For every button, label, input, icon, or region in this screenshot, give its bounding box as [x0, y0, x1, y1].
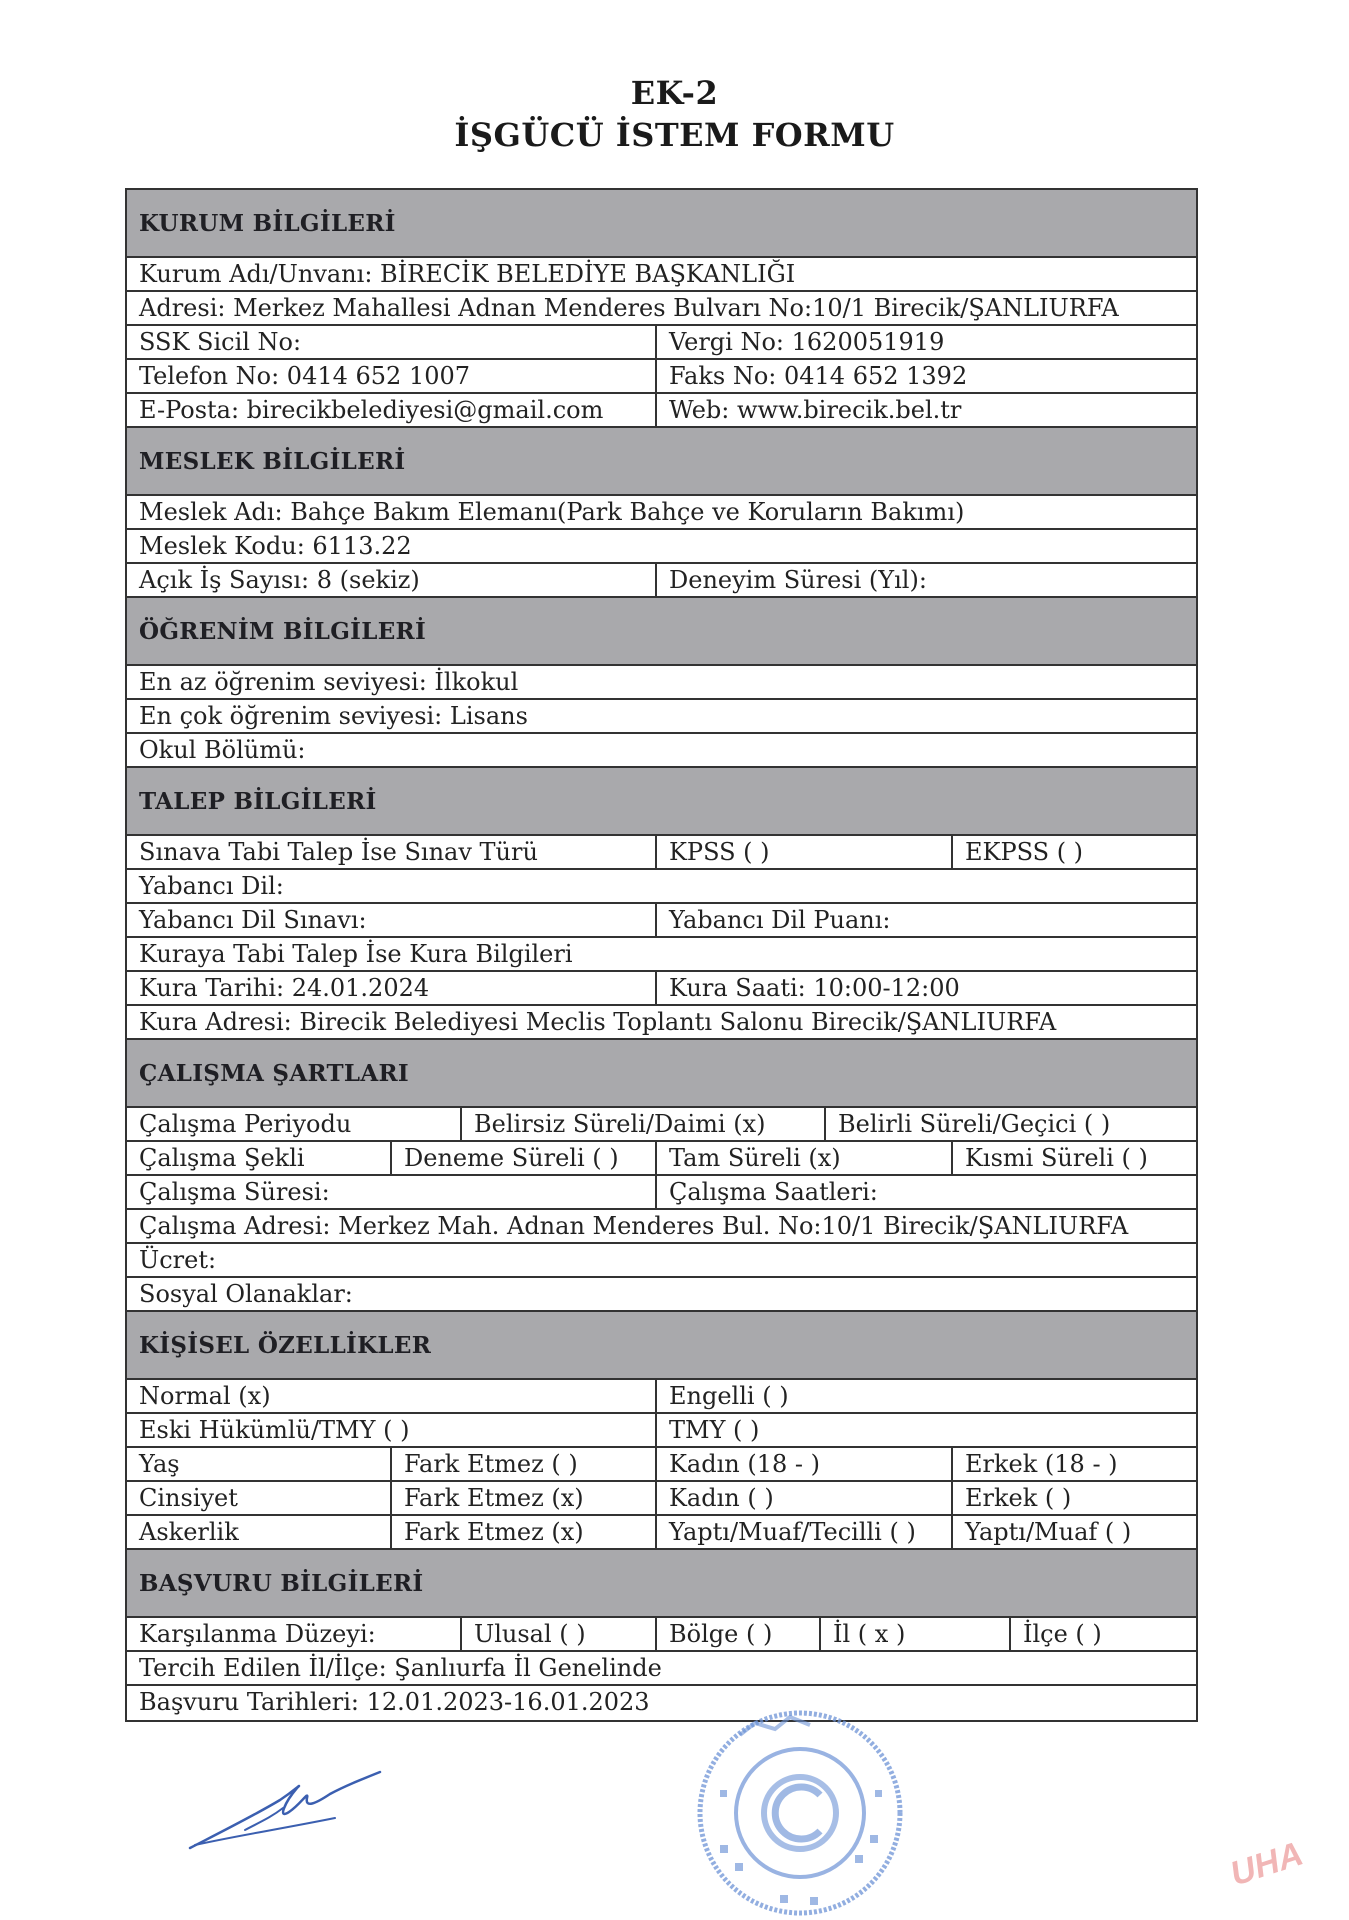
form-row [127, 1108, 1196, 1142]
ucret: Ücret: [139, 1246, 217, 1274]
form-row [127, 258, 1196, 292]
istem-form-table [125, 188, 1198, 1722]
askerlik-label: Askerlik [127, 1516, 392, 1548]
kismi-sureli-option: Kısmi Süreli ( ) [965, 1144, 1148, 1172]
official-seal-stamp [680, 1695, 920, 1920]
cinsiyet-fark-etmez: Fark Etmez (x) [392, 1482, 657, 1514]
cinsiyet-label: Cinsiyet [127, 1482, 392, 1514]
acik-is-sayisi: Açık İş Sayısı: 8 (sekiz) [127, 564, 657, 596]
form-row [127, 1618, 1196, 1652]
meslek-kodu: Meslek Kodu: 6113.22 [139, 532, 412, 560]
page-title: İŞGÜCÜ İSTEM FORMU [454, 116, 895, 154]
section-calisma-heading: ÇALIŞMA ŞARTLARI [139, 1059, 409, 1087]
watermark-logo: UHA [1225, 1834, 1308, 1894]
form-row [127, 394, 1196, 428]
tercih-il-ilce: Tercih Edilen İl/İlçe: Şanlıurfa İl Genelinde [139, 1654, 662, 1682]
faks-no: Faks No: 0414 652 1392 [669, 362, 968, 390]
section-basvuru-heading: BAŞVURU BİLGİLERİ [139, 1569, 424, 1597]
normal-option: Normal (x) [127, 1380, 657, 1412]
ulusal-option: Ulusal ( ) [462, 1618, 657, 1650]
calisma-sekli: Çalışma Şekli [127, 1142, 392, 1174]
form-row [127, 292, 1196, 326]
kurum-adi: Kurum Adı/Unvanı: BİRECİK BELEDİYE BAŞKANLIĞI [139, 260, 796, 288]
form-row [127, 1380, 1196, 1414]
form-row [127, 1516, 1196, 1550]
calisma-adresi: Çalışma Adresi: Merkez Mah. Adnan Menderes Bul. No:10/1 Birecik/ŞANLIURFA [139, 1212, 1129, 1240]
kura-saati: Kura Saati: 10:00-12:00 [669, 974, 960, 1002]
form-row [127, 1686, 1196, 1720]
karsilanma-duzeyi: Karşılanma Düzeyi: [127, 1618, 462, 1650]
form-row [127, 564, 1196, 598]
form-row [127, 938, 1196, 972]
form-row [127, 360, 1196, 394]
kura-adresi: Kura Adresi: Birecik Belediyesi Meclis Toplantı Salonu Birecik/ŞANLIURFA [139, 1008, 1057, 1036]
form-row [127, 666, 1196, 700]
section-kurum-heading: KURUM BİLGİLERİ [139, 209, 396, 237]
kura-tarihi: Kura Tarihi: 24.01.2024 [127, 972, 657, 1004]
form-row [127, 1006, 1196, 1040]
e-posta: E-Posta: birecikbelediyesi@gmail.com [127, 394, 657, 426]
ekpss-option: EKPSS ( ) [965, 838, 1084, 866]
yas-label: Yaş [127, 1448, 392, 1480]
yabanci-dil-puani: Yabancı Dil Puanı: [669, 906, 891, 934]
form-row [127, 1278, 1196, 1312]
deneyim-suresi: Deneyim Süresi (Yıl): [669, 566, 927, 594]
form-row [127, 1414, 1196, 1448]
telefon-no: Telefon No: 0414 652 1007 [127, 360, 657, 392]
en-cok-ogrenim: En çok öğrenim seviyesi: Lisans [139, 702, 528, 730]
form-row [127, 1482, 1196, 1516]
calisma-saatleri: Çalışma Saatleri: [669, 1178, 878, 1206]
form-row [127, 496, 1196, 530]
form-row [127, 972, 1196, 1006]
belirli-sureli-option: Belirli Süreli/Geçici ( ) [838, 1110, 1111, 1138]
kurum-adres: Adresi: Merkez Mahallesi Adnan Menderes Bulvarı No:10/1 Birecik/ŞANLIURFA [139, 294, 1119, 322]
belirsiz-sureli-option: Belirsiz Süreli/Daimi (x) [462, 1108, 826, 1140]
calisma-periyodu: Çalışma Periyodu [127, 1108, 462, 1140]
section-ogrenim-heading: ÖĞRENİM BİLGİLERİ [139, 617, 427, 645]
sinav-turu: Sınava Tabi Talep İse Sınav Türü [127, 836, 657, 868]
section-kisisel-heading: KİŞİSEL ÖZELLİKLER [139, 1331, 432, 1359]
basvuru-tarihleri: Başvuru Tarihleri: 12.01.2023-16.01.2023 [139, 1688, 650, 1716]
form-row [127, 700, 1196, 734]
form-row [127, 530, 1196, 564]
cinsiyet-kadin: Kadın ( ) [657, 1482, 953, 1514]
form-row [127, 1210, 1196, 1244]
section-talep [127, 768, 1196, 836]
ek-label: EK-2 [630, 74, 719, 112]
askerlik-fark-etmez: Fark Etmez (x) [392, 1516, 657, 1548]
form-row [127, 1176, 1196, 1210]
form-row [127, 1142, 1196, 1176]
section-basvuru [127, 1550, 1196, 1618]
yas-fark-etmez: Fark Etmez ( ) [392, 1448, 657, 1480]
section-kurum [127, 190, 1196, 258]
section-meslek-heading: MESLEK BİLGİLERİ [139, 447, 406, 475]
engelli-option: Engelli ( ) [669, 1382, 789, 1410]
form-row [127, 904, 1196, 938]
web-adresi: Web: www.birecik.bel.tr [669, 396, 962, 424]
kura-bilgileri: Kuraya Tabi Talep İse Kura Bilgileri [139, 940, 573, 968]
section-calisma [127, 1040, 1196, 1108]
form-title [0, 72, 1349, 156]
ilce-option: İlçe ( ) [1023, 1620, 1102, 1648]
kpss-option: KPSS ( ) [657, 836, 953, 868]
form-row [127, 1652, 1196, 1686]
form-row [127, 1448, 1196, 1482]
askerlik-yapti-tecilli: Yaptı/Muaf/Tecilli ( ) [657, 1516, 953, 1548]
eski-hukumlu-option: Eski Hükümlü/TMY ( ) [127, 1414, 657, 1446]
yabanci-dil: Yabancı Dil: [139, 872, 284, 900]
section-kisisel [127, 1312, 1196, 1380]
form-row [127, 326, 1196, 360]
form-row [127, 836, 1196, 870]
vergi-no: Vergi No: 1620051919 [669, 328, 945, 356]
sosyal-olanaklar: Sosyal Olanaklar: [139, 1280, 353, 1308]
section-talep-heading: TALEP BİLGİLERİ [139, 787, 377, 815]
calisma-suresi: Çalışma Süresi: [127, 1176, 657, 1208]
ssk-sicil: SSK Sicil No: [127, 326, 657, 358]
yas-kadin: Kadın (18 - ) [657, 1448, 953, 1480]
yas-erkek: Erkek (18 - ) [965, 1450, 1118, 1478]
askerlik-yapti-muaf: Yaptı/Muaf ( ) [965, 1518, 1132, 1546]
form-row [127, 734, 1196, 768]
meslek-adi: Meslek Adı: Bahçe Bakım Elemanı(Park Bahçe ve Koruların Bakımı) [139, 498, 965, 526]
en-az-ogrenim: En az öğrenim seviyesi: İlkokul [139, 668, 519, 696]
il-option: İl ( x ) [821, 1618, 1011, 1650]
bolge-option: Bölge ( ) [657, 1618, 821, 1650]
form-row [127, 1244, 1196, 1278]
tam-sureli-option: Tam Süreli (x) [657, 1142, 953, 1174]
signature-image [185, 1760, 385, 1855]
okul-bolumu: Okul Bölümü: [139, 736, 306, 764]
yabanci-dil-sinavi: Yabancı Dil Sınavı: [127, 904, 657, 936]
tmy-option: TMY ( ) [669, 1416, 760, 1444]
section-meslek [127, 428, 1196, 496]
form-row [127, 870, 1196, 904]
deneme-sureli-option: Deneme Süreli ( ) [392, 1142, 657, 1174]
section-ogrenim [127, 598, 1196, 666]
cinsiyet-erkek: Erkek ( ) [965, 1484, 1072, 1512]
